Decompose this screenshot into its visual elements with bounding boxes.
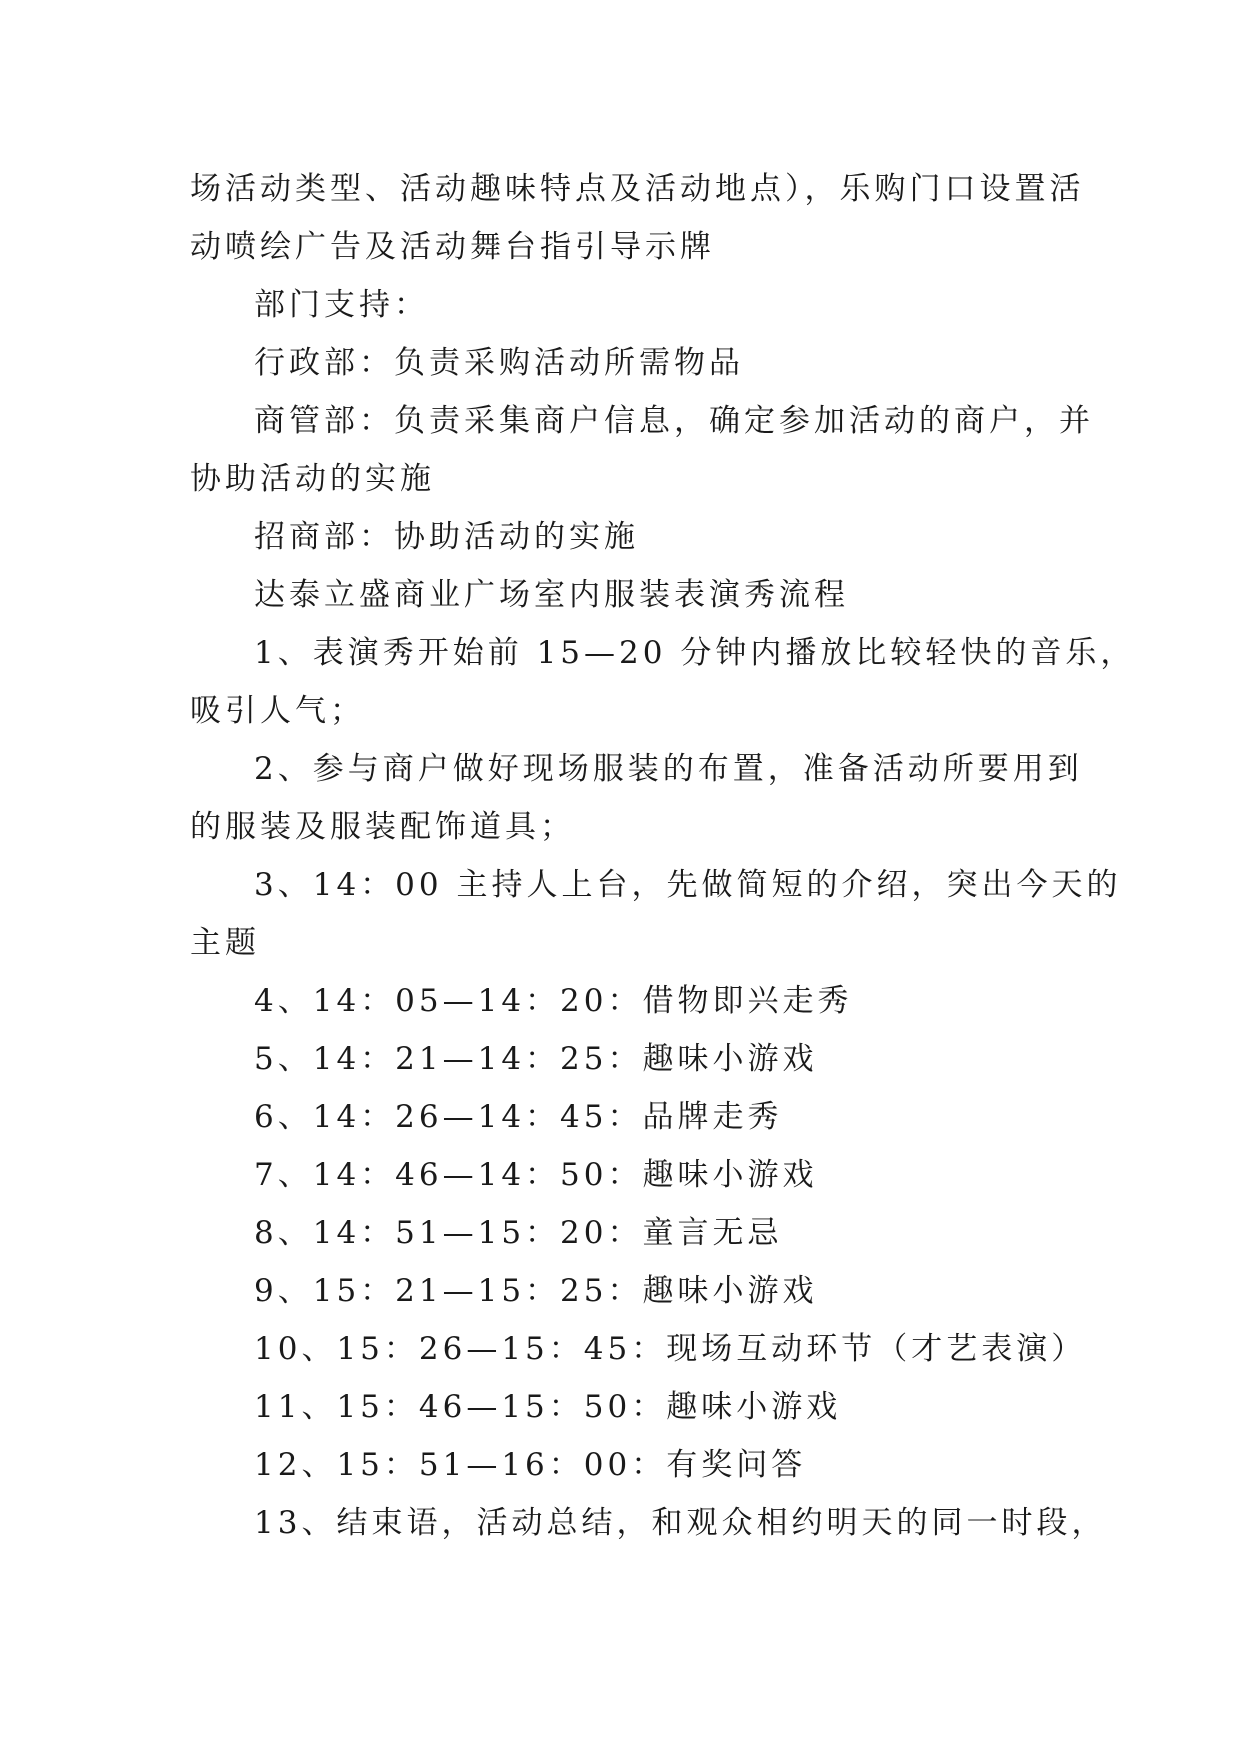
document-page <box>190 160 1136 1552</box>
text-line-10: 吸引人气； <box>190 693 365 729</box>
text-line-12: 的服装及服装配饰道具； <box>190 809 575 845</box>
schedule-item-6: 6、14：26—14：45：品牌走秀 <box>254 1099 783 1135</box>
text-line-9: 1、表演秀开始前 15—20 分钟内播放比较轻快的音乐， <box>254 635 1136 671</box>
text-line-11: 2、参与商户做好现场服装的布置，准备活动所要用到 <box>254 751 1083 787</box>
text-line-6: 协助活动的实施 <box>190 461 435 497</box>
schedule-item-9: 9、15：21—15：25：趣味小游戏 <box>254 1273 818 1309</box>
schedule-item-4: 4、14：05—14：20：借物即兴走秀 <box>254 983 853 1019</box>
schedule-item-5: 5、14：21—14：25：趣味小游戏 <box>254 1041 818 1077</box>
text-line-8: 达泰立盛商业广场室内服装表演秀流程 <box>254 577 849 613</box>
schedule-item-11: 11、15：46—15：50：趣味小游戏 <box>254 1389 842 1425</box>
text-line-14: 主题 <box>190 925 260 961</box>
text-line-2: 动喷绘广告及活动舞台指引导示牌 <box>190 229 715 265</box>
text-line-1: 场活动类型、活动趣味特点及活动地点），乐购门口设置活 <box>190 171 1085 207</box>
schedule-item-10: 10、15：26—15：45：现场互动环节（才艺表演） <box>254 1331 1087 1367</box>
text-line-4: 行政部：负责采购活动所需物品 <box>254 345 744 381</box>
text-line-7: 招商部：协助活动的实施 <box>254 519 639 555</box>
text-line-3: 部门支持： <box>254 287 429 323</box>
schedule-item-13: 13、结束语，活动总结，和观众相约明天的同一时段， <box>254 1505 1107 1541</box>
schedule-item-12: 12、15：51—16：00：有奖问答 <box>254 1447 807 1483</box>
text-line-5: 商管部：负责采集商户信息，确定参加活动的商户，并 <box>254 403 1094 439</box>
text-line-13: 3、14：00 主持人上台，先做简短的介绍，突出今天的 <box>254 867 1122 903</box>
schedule-item-7: 7、14：46—14：50：趣味小游戏 <box>254 1157 818 1193</box>
schedule-item-8: 8、14：51—15：20：童言无忌 <box>254 1215 783 1251</box>
